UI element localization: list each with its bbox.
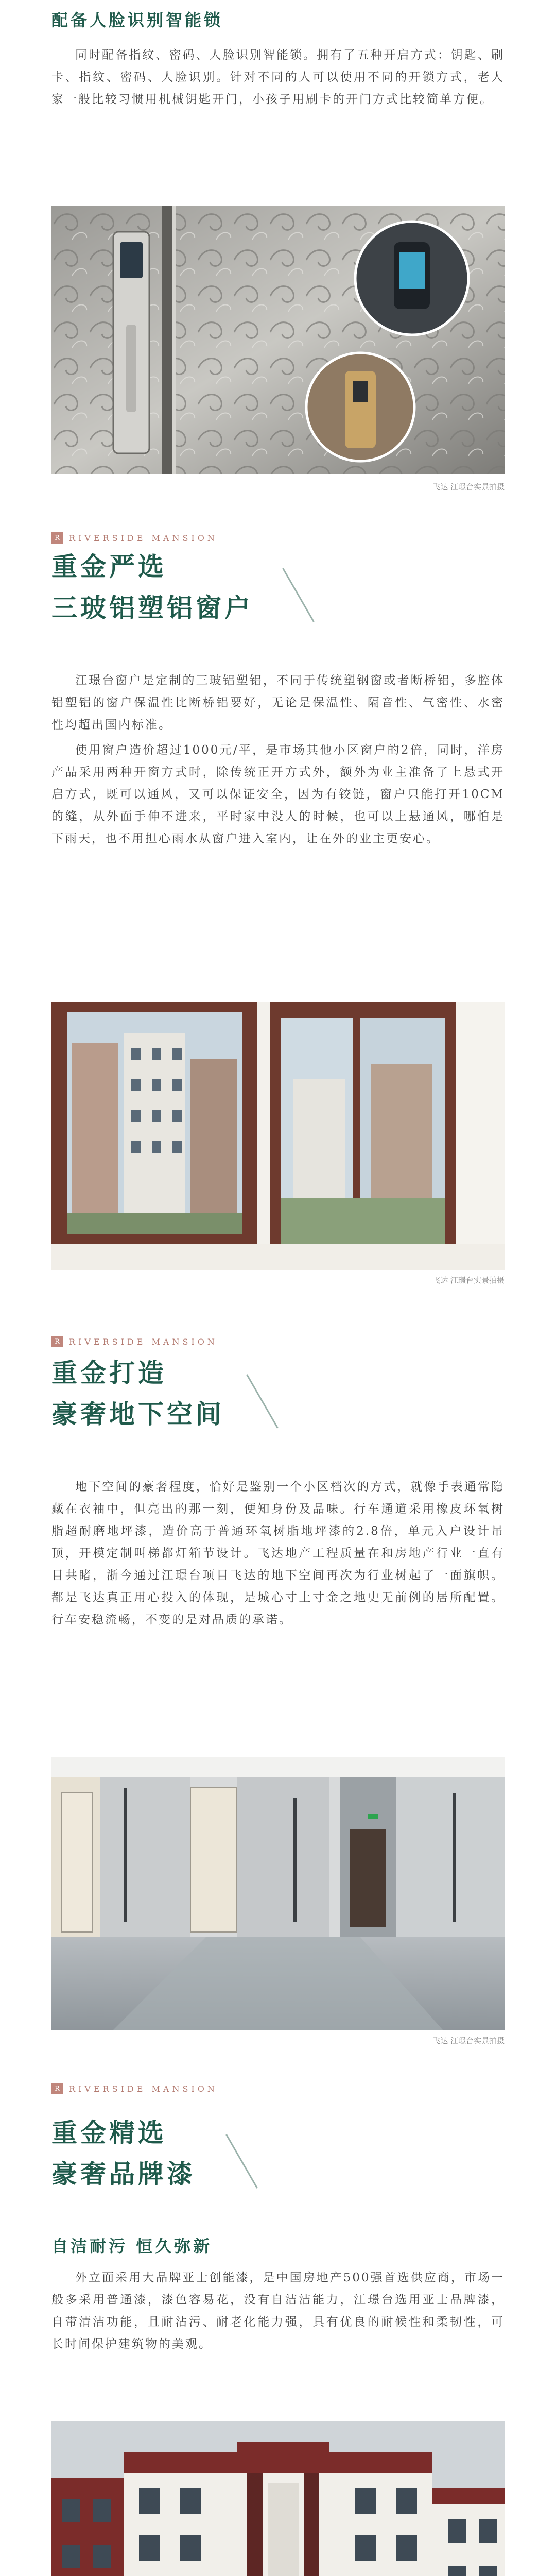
paint-title-line2: 豪奢品牌漆 — [51, 2159, 196, 2189]
basement-paragraph: 地下空间的豪奢程度，恰好是鉴别一个小区档次的方式，就像手表通常隐藏在衣袖中，但亮出的那一刻，便知身份及品味。行车通道采用橡皮环氧树脂超耐磨地坪漆，造价高于普通环氧树脂地坪漆的2.8倍，单元入户设计吊顶，开模定制叫梯都灯箱节设计。飞达地产工程质量在和房地产行业一直有目共睹，浙今通过江璟台项目飞达的地下空间再次为行业树起了一面旗帜。都是飞达真正用心投入的体现，是城心寸土寸金之地史无前例的居所配置。行车安稳流畅，不变的是对品质的承诺。 — [51, 1480, 505, 1626]
brand-strip — [51, 1334, 351, 1349]
title-slash-decoration — [225, 2134, 258, 2188]
smart-lock-heading: 配备人脸识别智能锁 — [51, 10, 223, 30]
brand-name: RIVERSIDE MANSION — [69, 1336, 218, 1347]
windows-paragraph-1: 江璟台窗户是定制的三玻铝塑铝，不同于传统塑钢窗或者断桥铝，多腔体铝塑铝的窗户保温性比断桥铝要好，无论是保温性、隔音性、气密性、水密性均超出国内标准。 — [51, 674, 505, 732]
brand-strip — [51, 2081, 351, 2096]
brand-logo-mark: R — [51, 1336, 63, 1347]
windows-photo — [51, 1002, 505, 1270]
paint-paragraph: 外立面采用大品牌亚士创能漆，是中国房地产500强首选供应商，市场一般多采用普通漆，漆色容易花，没有自洁洁能力，江璟台选用亚士品牌漆，自带清洁功能，且耐沾污、耐老化能力强，具有优良的耐候性和柔韧性，可长时间保护建筑物的美观。 — [51, 2271, 505, 2351]
paint-title-line1: 重金精选 — [51, 2117, 167, 2148]
basement-caption: 飞达 江璟台实景拍摄 — [432, 2036, 505, 2045]
title-slash-decoration — [246, 1374, 279, 1428]
paint-subheading: 自洁耐污 恒久弥新 — [51, 2236, 213, 2256]
brand-name: RIVERSIDE MANSION — [69, 2083, 218, 2094]
smart-lock-photo — [51, 206, 505, 474]
basement-photo — [51, 1757, 505, 2030]
brand-strip — [51, 531, 351, 545]
smart-lock-paragraph: 同时配备指纹、密码、人脸识别智能锁。拥有了五种开启方式：钥匙、刷卡、指纹、密码、人脸识别。针对不同的人可以使用不同的开锁方式，老人家一般比较习惯用机械钥匙开门，小孩子用刷卡的开门方式比较简单方便。 — [51, 48, 505, 106]
windows-title-line2: 三玻铝塑铝窗户 — [51, 592, 253, 623]
brand-logo-mark: R — [51, 2083, 63, 2094]
brand-logo-mark: R — [51, 532, 63, 544]
windows-title-line1: 重金严选 — [51, 551, 167, 582]
basement-title-line2: 豪奢地下空间 — [51, 1399, 224, 1429]
windows-caption: 飞达 江璟台实景拍摄 — [432, 1276, 505, 1285]
windows-paragraph-2: 使用窗户造价超过1000元/平，是市场其他小区窗户的2倍，同时，洋房产品采用两种开窗方式时，除传统正开方式外，额外为业主准备了上悬式开启方式，既可以通风，又可以保证安全，因为有铰链，窗户只能打开10CM的缝，从外面手伸不进来，平时家中没人的时候，也可以上悬通风，哪怕是下雨天，也不用担心雨水从窗户进入室内，让在外的业主更安心。 — [51, 743, 505, 845]
smart-lock-caption: 飞达 江璟台实景拍摄 — [432, 482, 505, 492]
title-slash-decoration — [282, 568, 315, 622]
basement-title-line1: 重金打造 — [51, 1358, 167, 1388]
building-facade-photo — [51, 2421, 505, 2576]
brand-name: RIVERSIDE MANSION — [69, 533, 218, 543]
